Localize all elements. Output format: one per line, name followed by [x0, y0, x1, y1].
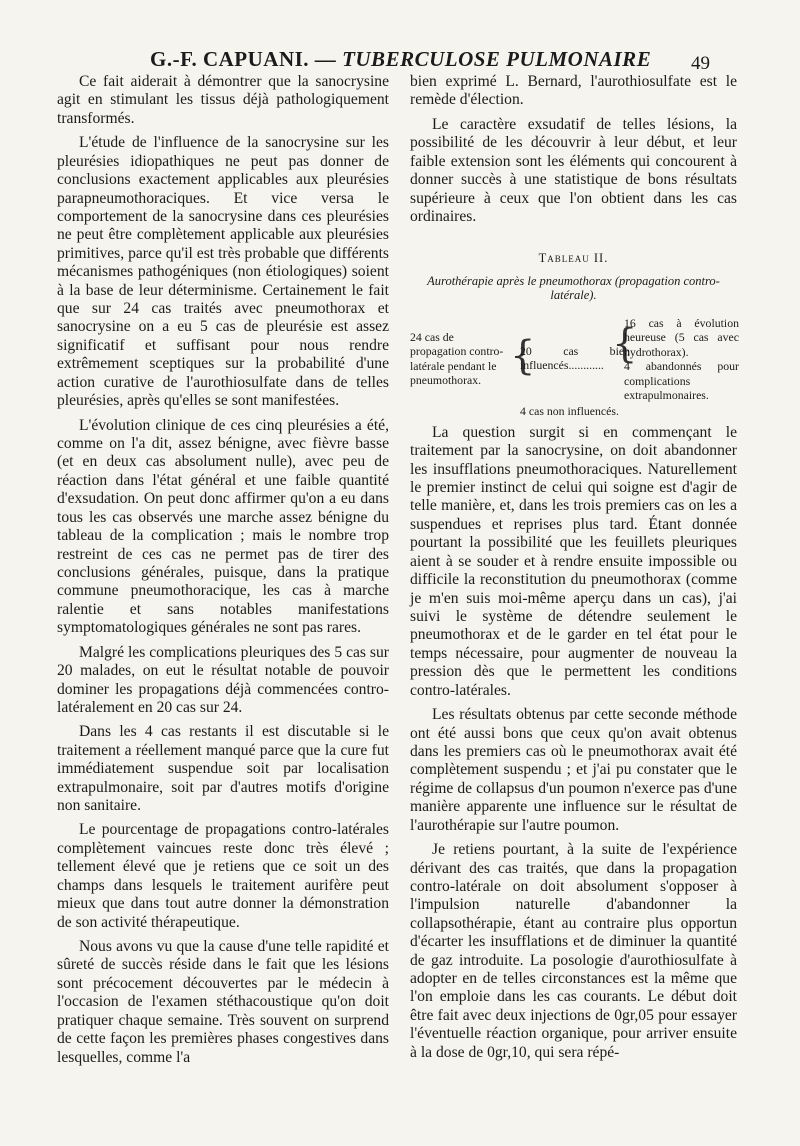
results-table: [410, 249, 737, 423]
table-not-influenced: 4 cas non influencés.: [520, 403, 619, 418]
table-outcome-favorable: 16 cas à évolution heureuse (5 cas avec hydrothorax).: [624, 315, 739, 359]
table-total-cases: 24 cas de propagation contro-latérale pendant le pneumothorax.: [410, 329, 504, 388]
right-column: [410, 73, 737, 1062]
brace-right: {: [612, 320, 638, 367]
left-column: [57, 73, 389, 1067]
header-title: [150, 47, 651, 72]
header-subject: TUBERCULOSE PULMONAIRE: [342, 47, 652, 71]
paragraph: Le pourcentage de propagations contro-latérales complètement vaincues reste donc très élevé ; tellement élevé que je retiens que ce soit un des champs dans lesquels le traitement aurifère peut mieux que dans tout autre donner la démonstration de son activité thérapeutique.: [57, 821, 389, 931]
paragraph: Le caractère exsudatif de telles lésions, la possibilité de les découvrir à leur début, et leur faible extension sont les éléments qui concourent à donner succès à une statistique de bons résultats supérieure à ceux que l'on obtient dans les cas ordinaires.: [410, 115, 737, 225]
paragraph: Dans les 4 cas restants il est discutable si le traitement a réellement manqué parce que la cure fut immédiatement suspendue soit par localisation extrapulmonaire, soit par d'autres motifs d'origine non sanitaire.: [57, 723, 389, 815]
paragraph: Les résultats obtenus par cette seconde méthode ont été aussi bons que ceux qu'on avait obtenus dans les premiers cas où le pneumothorax avait été complètement suspendu ; et j'ai pu constater que le régime de collapsus d'un poumon n'exerce pas d'une manière apparente une influence sur le résultat de l'aurothérapie sur l'autre poumon.: [410, 706, 737, 834]
table-caption: Aurothérapie après le pneumothorax (propagation contro-latérale).: [427, 273, 720, 302]
paragraph: La question surgit si en commençant le traitement par la sanocrysine, on doit abandonner les insufflations pneumothoraciques. Naturellement le premier instinct de celui qui soigne est d'agir de telle manière, et, dans les trois premiers cas on les a suspendues et reprises plus tard. Étant donnée pourtant la possibilité que les feuillets pleuriques aient à se souder et à rendre ensuite impossible ou difficile la reconstitution du pneumothorax (comme je m'en suis moi-même aperçu dans un cas), j'ai suivi le système de détendre seulement le pneumothorax et de le garder en tel état pour le temps nécessaire, pour augmenter de nouveau la pression dès que le permettent les conditions contro-latérales.: [410, 423, 737, 699]
paragraph: Malgré les complications pleuriques des 5 cas sur 20 malades, on eut le résultat notable de pouvoir dominer les propagations déjà commencées contro-latéralement en 20 cas sur 24.: [57, 643, 389, 716]
table-outcomes: [624, 316, 739, 403]
paragraph: L'étude de l'influence de la sanocrysine sur les pleurésies idiopathiques ne peut pas donner de conclusions exactement applicables aux pleurésies parapneumothoraciques. Et vice versa le comportement de la sanocrysine dans ces pleurésies ne peut être complètement applicable aux pleurésies primitives, parce qu'il est très probable que différents mécanismes pathogéniques (non étiologiques) soient à la base de leur déterminisme. Certainement le fait que sur 24 cas traités avec pneumothorax et sanocrysine on a eu 5 cas de pleurésie est assez significatif et suffisant pour nous rendre extrêmement sceptiques sur la probabilité d'une action curative de l'aurothiosulfate dans de telles pleurésies, après qu'elles se sont manifestées.: [57, 134, 389, 410]
page-number: 49: [691, 53, 710, 74]
table-body: [410, 316, 737, 424]
paragraph: Je retiens pourtant, à la suite de l'expérience dérivant des cas traités, que dans la propagation contro-latérale on doit absolument s'opposer à l'impulsion naturelle d'abandonner la collapsothérapie, étant au contraire plus opportun d'écarter les insufflations et de diminuer la quantité de gaz introduite. La posologie d'aurothiosulfate à adopter en de telles circonstances est la même que l'on emploie dans les cas courants. Le début doit être fait avec deux injections de 0gr,05 pour essayer l'éventuelle réaction organique, pour arriver ensuite à la dose de 0gr,10, qui sera répé-: [410, 841, 737, 1061]
brace-left: {: [510, 332, 536, 379]
paragraph: L'évolution clinique de ces cinq pleurésies a été, comme on l'a dit, assez bénigne, avec fièvre basse (et en deux cas absolument nulle), avec peu de réaction dans l'état général et une faible quantité d'exsudation. On peut donc affirmer qu'on a eu dans tous les cas observés une marche assez bénigne du tableau de la complication ; mais le nombre trop restreint de ces cas ne permet pas de tirer des conclusions générales, puisque, dans la pratique commune pneumothoracique, les cas à marche ralentie et sans notables manifestations symptomatologiques générales ne sont pas rares.: [57, 416, 389, 637]
table-influenced-cases: 20 cas bien influencés............: [520, 343, 630, 373]
table-outcome-abandoned: 4 abandonnés pour complications extrapulmonaires.: [624, 359, 739, 403]
paragraph: Ce fait aiderait à démontrer que la sanocrysine agit en stimulant les tissus déjà pathologiquement transformés.: [57, 73, 389, 127]
paragraph: Nous avons vu que la cause d'une telle rapidité et sûreté de succès réside dans le fait que les lésions sont précocement découvertes par le médecin à l'occasion de l'examen stéthacoustique qu'on doit pratiquer chaque semaine. Très souvent on surprend de cette façon les premières phases congestives dans lesquelles, comme l'a: [57, 937, 389, 1066]
table-title: Tableau II.: [538, 251, 609, 266]
paragraph: bien exprimé L. Bernard, l'aurothiosulfate est le remède d'élection.: [410, 73, 737, 109]
header-author: G.-F. CAPUANI. —: [150, 47, 343, 71]
